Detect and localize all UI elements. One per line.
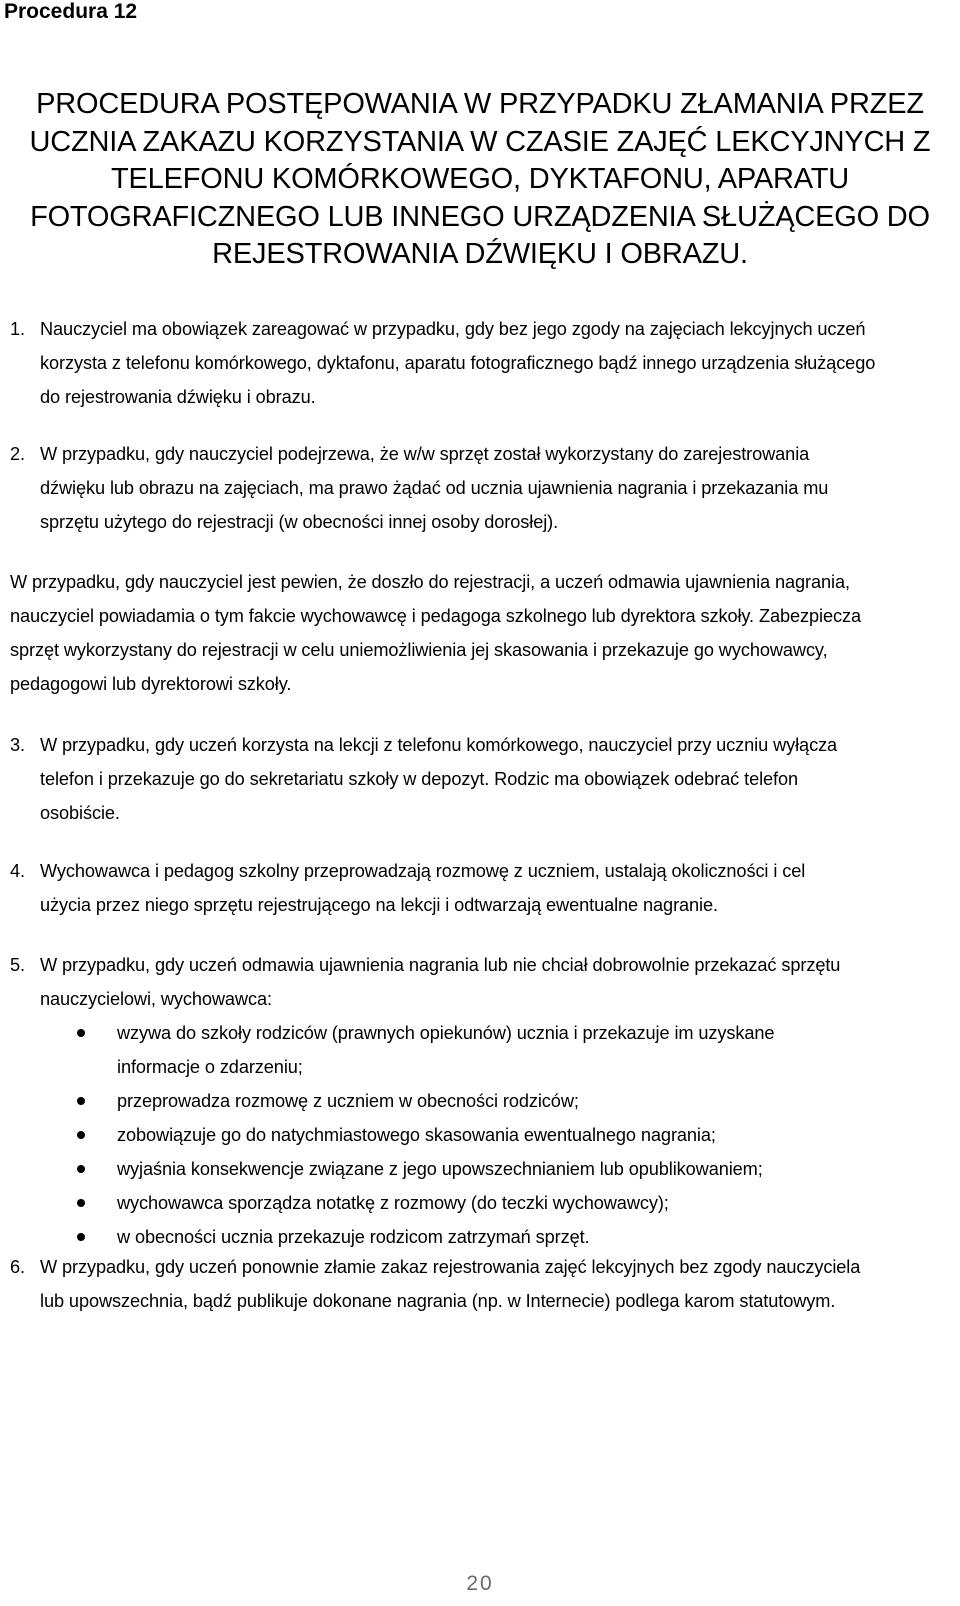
paragraph-2 [0, 437, 828, 539]
bullet-item [0, 1186, 840, 1220]
paragraph-number: 4. [10, 861, 25, 881]
bullet-text: w obecności ucznia przekazuje rodzicom zatrzymań sprzęt. [117, 1227, 590, 1247]
bullet-item [0, 1084, 840, 1118]
bullet-item [0, 1152, 840, 1186]
paragraph-line: sprzętu użytego do rejestracji (w obecności innej osoby dorosłej). [40, 512, 559, 532]
document-title [8, 86, 952, 274]
bullet-icon [77, 1097, 85, 1105]
paragraph-line: Nauczyciel ma obowiązek zareagować w przypadku, gdy bez jego zgody na zajęciach lekcyjnych uczeń [40, 319, 866, 339]
paragraph-number: 5. [10, 955, 25, 975]
paragraph-line: telefon i przekazuje go do sekretariatu szkoły w depozyt. Rodzic ma obowiązek odebrać telefon [40, 769, 799, 789]
bullet-text: wyjaśnia konsekwencje związane z jego upowszechnianiem lub opublikowaniem; [117, 1159, 763, 1179]
bullet-icon [77, 1165, 85, 1173]
bullet-item [0, 1220, 840, 1254]
paragraph-line: osobiście. [40, 803, 120, 823]
bullet-icon [77, 1199, 85, 1207]
title-line: PROCEDURA POSTĘPOWANIA W PRZYPADKU ZŁAMANIA PRZEZ [36, 88, 924, 120]
bullet-icon [77, 1233, 85, 1241]
paragraph-line: W przypadku, gdy nauczyciel podejrzewa, że w/w sprzęt został wykorzystany do zarejestrowania [40, 444, 810, 464]
title-line: TELEFONU KOMÓRKOWEGO, DYKTAFONU, APARATU [110, 163, 849, 195]
paragraph-line: nauczyciel powiadamia o tym fakcie wychowawcę i pedagoga szkolnego lub dyrektora szkoły. Zabezpiecza [10, 606, 861, 626]
paragraph-line: Wychowawca i pedagog szkolny przeprowadzają rozmowę z uczniem, ustalają okoliczności i cel [40, 861, 806, 881]
paragraph-number: 2. [10, 444, 25, 464]
paragraph-1 [0, 312, 875, 414]
paragraph-line: W przypadku, gdy uczeń korzysta na lekcji z telefonu komórkowego, nauczyciel przy uczniu wyłącza [40, 735, 838, 755]
bullet-item-continuation [0, 1050, 840, 1084]
page-number: 20 [466, 1572, 494, 1595]
paragraph-3 [0, 728, 837, 830]
bullet-text: wychowawca sporządza notatkę z rozmowy (do teczki wychowawcy); [117, 1193, 669, 1213]
bullet-text: zobowiązuje go do natychmiastowego skasowania ewentualnego nagrania; [117, 1125, 716, 1145]
paragraph-5 [0, 948, 840, 1254]
bullet-text: wzywa do szkoły rodziców (prawnych opiekunów) ucznia i przekazuje im uzyskane [117, 1023, 775, 1043]
paragraph-number: 1. [10, 319, 25, 339]
procedure-header: Procedura 12 [4, 0, 138, 23]
title-line: UCZNIA ZAKAZU KORZYSTANIA W CZASIE ZAJĘĆ LEKCYJNYCH Z [29, 125, 931, 158]
bullet-text: informacje o zdarzeniu; [117, 1057, 303, 1077]
paragraph-4 [0, 854, 805, 922]
paragraph-line: W przypadku, gdy nauczyciel jest pewien, że doszło do rejestracji, a uczeń odmawia ujawnienia nagrania, [10, 572, 850, 592]
paragraph-6 [0, 1250, 860, 1318]
paragraph-line: W przypadku, gdy uczeń ponownie złamie zakaz rejestrowania zajęć lekcyjnych bez zgody nauczyciela [40, 1257, 861, 1277]
bullet-icon [77, 1131, 85, 1139]
paragraph-line: sprzęt wykorzystany do rejestracji w celu uniemożliwienia jej skasowania i przekazuje go wychowawcy, [10, 640, 828, 660]
paragraph-line: dźwięku lub obrazu na zajęciach, ma prawo żądać od ucznia ujawnienia nagrania i przekazania mu [40, 478, 829, 498]
paragraph-line: lub upowszechnia, bądź publikuje dokonane nagrania (np. w Internecie) podlega karom statutowym. [40, 1291, 836, 1311]
paragraph-number: 6. [10, 1257, 25, 1277]
paragraph-line: korzysta z telefonu komórkowego, dyktafonu, aparatu fotograficznego bądź innego urządzenia służącego [40, 353, 876, 373]
paragraph-line: pedagogowi lub dyrektorowi szkoły. [10, 674, 292, 694]
paragraph-line: do rejestrowania dźwięku i obrazu. [40, 387, 316, 407]
title-line: REJESTROWANIA DŹWIĘKU I OBRAZU. [212, 238, 748, 270]
title-line: FOTOGRAFICZNEGO LUB INNEGO URZĄDZENIA SŁUŻĄCEGO DO [30, 200, 930, 233]
paragraph-2-continuation [0, 565, 861, 701]
bullet-text: przeprowadza rozmowę z uczniem w obecności rodziców; [117, 1091, 579, 1111]
bullet-icon [77, 1029, 85, 1037]
bullet-item [0, 1016, 840, 1050]
bullet-item [0, 1118, 840, 1152]
paragraph-number: 3. [10, 735, 25, 755]
paragraph-line: użycia przez niego sprzętu rejestrującego na lekcji i odtwarzają ewentualne nagranie. [40, 895, 718, 915]
paragraph-line: W przypadku, gdy uczeń odmawia ujawnienia nagrania lub nie chciał dobrowolnie przekazać sprzętu [40, 955, 841, 975]
paragraph-line: nauczycielowi, wychowawca: [40, 989, 272, 1009]
